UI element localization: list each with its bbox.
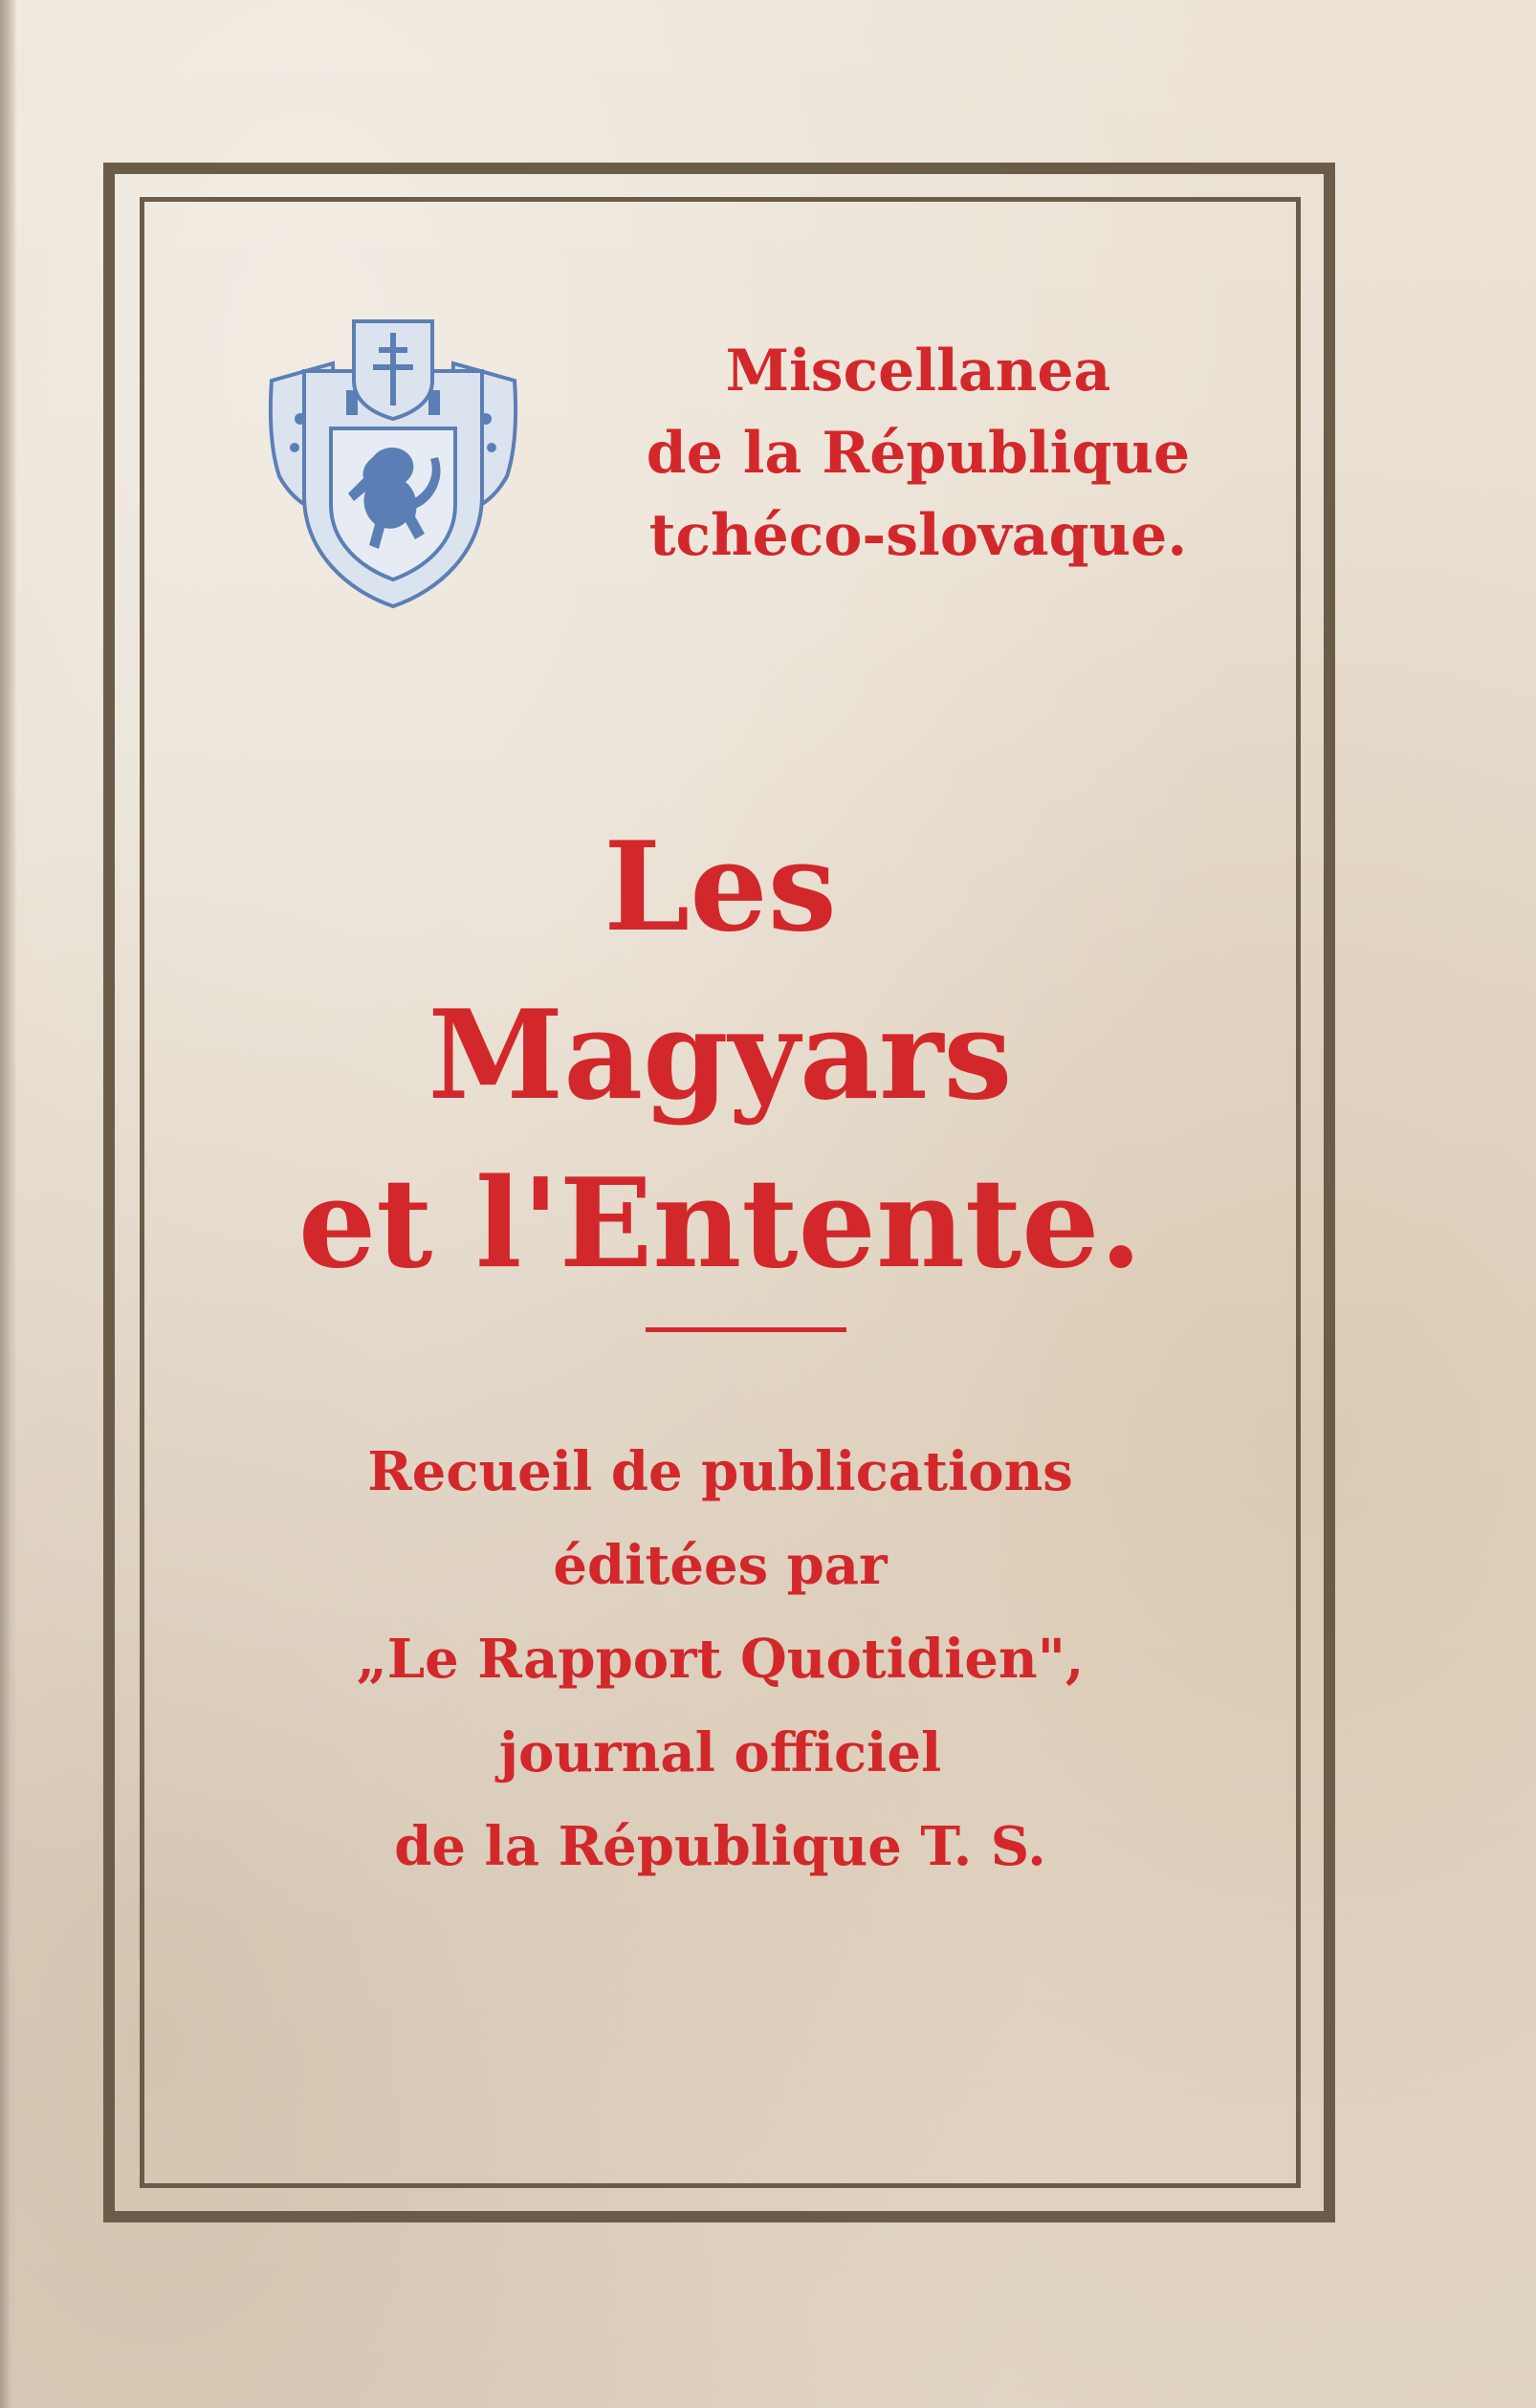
- page-edge: [0, 0, 17, 2408]
- series-line: tchéco-slovaque.: [648, 502, 1188, 569]
- subtitle-line: éditées par: [553, 1534, 888, 1597]
- title-line: Magyars: [428, 984, 1013, 1127]
- divider-rule: [646, 1327, 846, 1332]
- main-title: [191, 803, 1249, 1308]
- series-line: de la République: [646, 420, 1191, 487]
- series-title: [593, 330, 1243, 577]
- title-line: et l'Entente.: [297, 1152, 1143, 1296]
- subtitle-line: Recueil de publications: [367, 1440, 1073, 1503]
- subtitle-line: „Le Rapport Quotidien",: [356, 1628, 1085, 1691]
- subtitle: [210, 1425, 1230, 1894]
- series-line: Miscellanea: [725, 338, 1111, 405]
- coat-of-arms-icon: [266, 314, 520, 612]
- subtitle-line: de la République T. S.: [394, 1815, 1046, 1878]
- subtitle-line: journal officiel: [498, 1721, 942, 1784]
- title-line: Les: [603, 816, 837, 959]
